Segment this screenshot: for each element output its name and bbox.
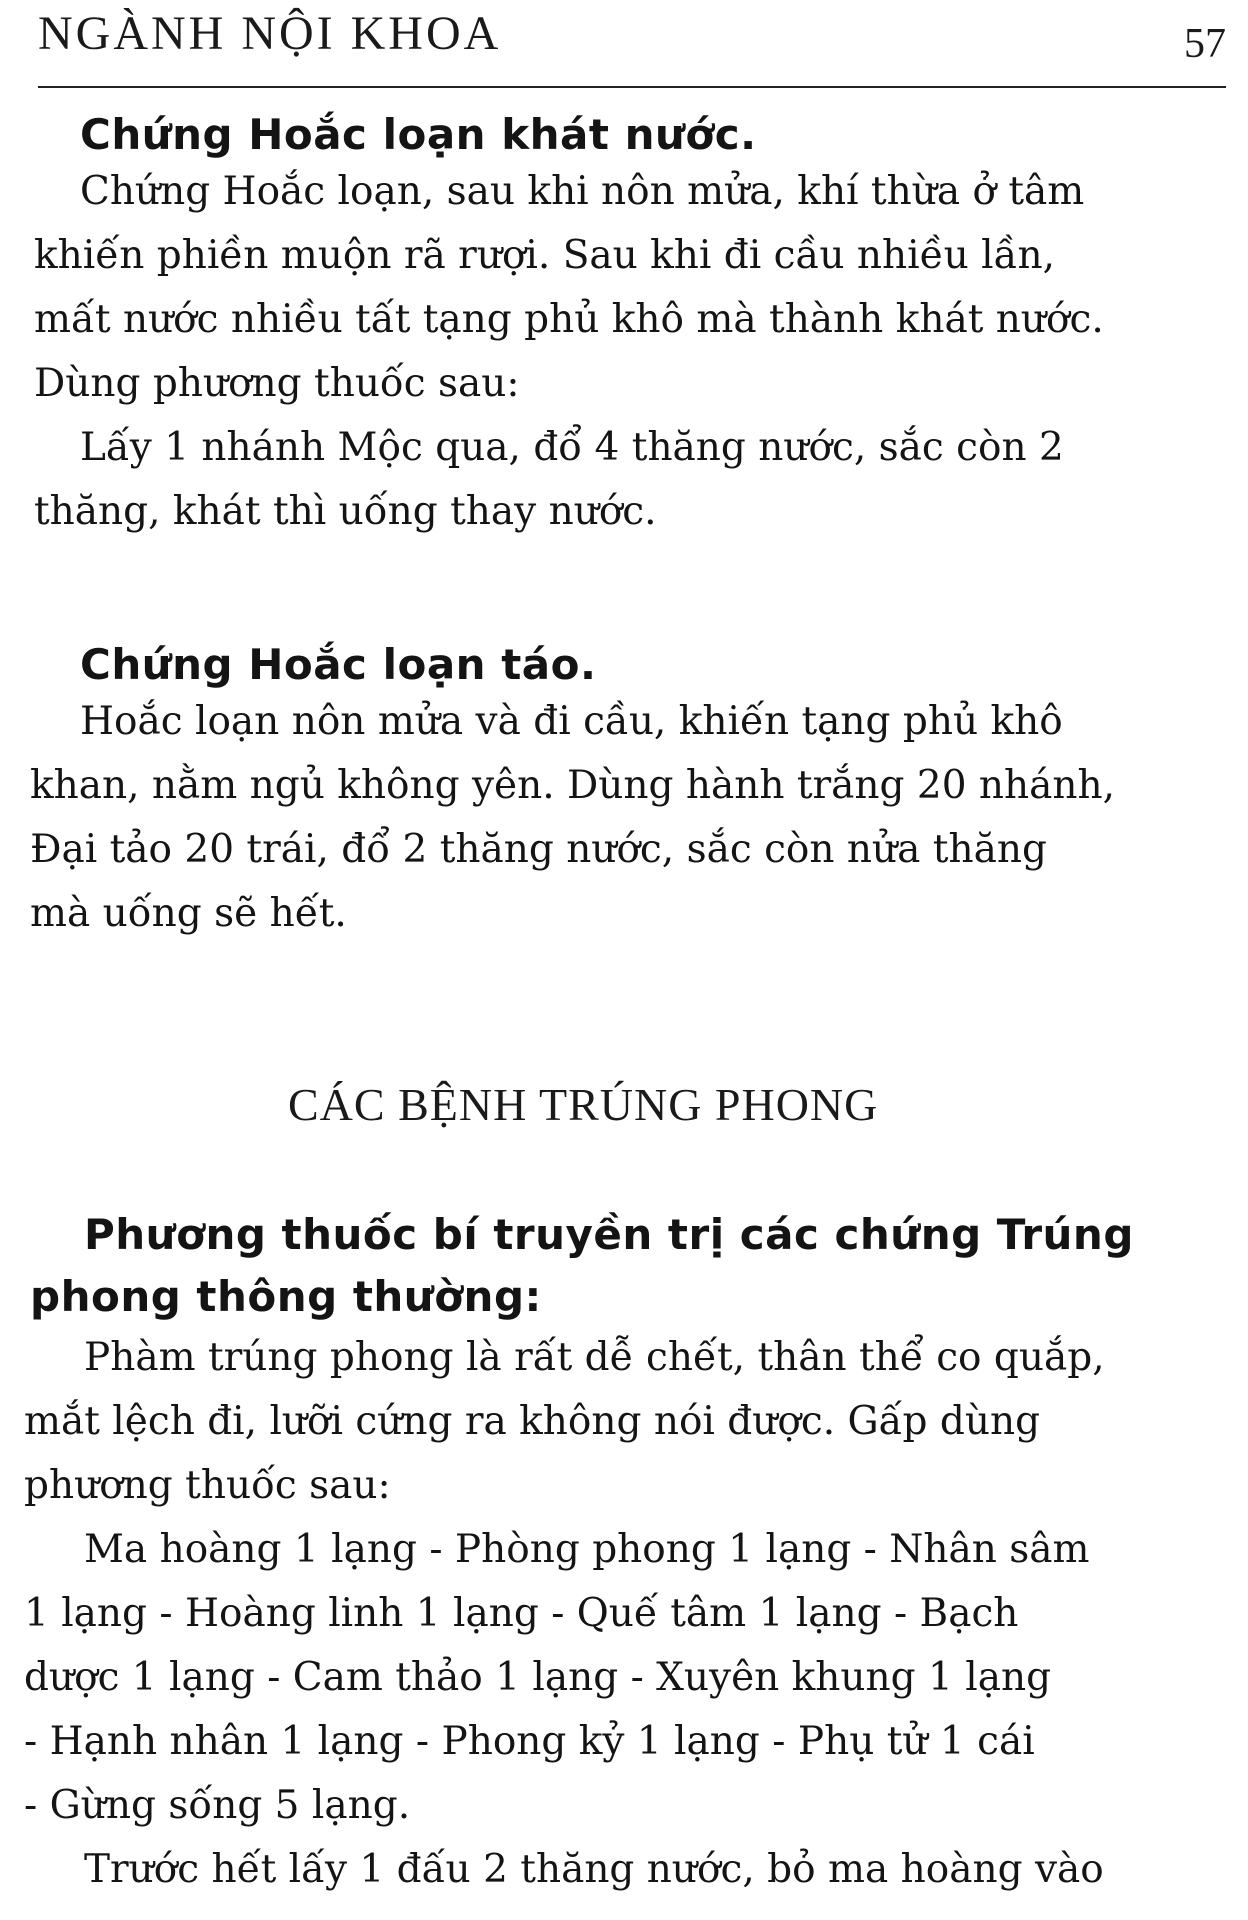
text-line: dược 1 lạng - Cam thảo 1 lạng - Xuyên khung 1 lạng: [24, 1655, 1052, 1700]
text-line: Ma hoàng 1 lạng - Phòng phong 1 lạng - Nhân sâm: [84, 1527, 1090, 1572]
text-line: - Hạnh nhân 1 lạng - Phong kỷ 1 lạng - Phụ tử 1 cái: [24, 1719, 1035, 1764]
text-line: Đại tảo 20 trái, đổ 2 thăng nước, sắc còn nửa thăng: [30, 827, 1047, 872]
header-title: NGÀNH NỘI KHOA: [38, 7, 502, 60]
chapter-heading-line: phong thông thường:: [30, 1272, 542, 1321]
page-number: 57: [1184, 21, 1226, 67]
header-rule: [38, 86, 1226, 88]
text-line: khiến phiền muộn rã rượi. Sau khi đi cầu nhiều lần,: [34, 233, 1055, 278]
text-line: mắt lệch đi, lưỡi cứng ra không nói được. Gấp dùng: [24, 1399, 1041, 1444]
paragraph: [30, 690, 1115, 946]
text-line: mà uống sẽ hết.: [30, 891, 347, 936]
text-line: thăng, khát thì uống thay nước.: [34, 489, 657, 534]
text-line: khan, nằm ngủ không yên. Dùng hành trắng 20 nhánh,: [30, 763, 1116, 808]
text-line: 1 lạng - Hoàng linh 1 lạng - Quế tâm 1 lạng - Bạch: [24, 1591, 1019, 1636]
ingredient-list: [24, 1518, 1090, 1838]
text-line: Trước hết lấy 1 đấu 2 thăng nước, bỏ ma hoàng vào: [84, 1847, 1104, 1892]
text-line: Phàm trúng phong là rất dễ chết, thân thể co quắp,: [84, 1335, 1105, 1380]
text-line: Lấy 1 nhánh Mộc qua, đổ 4 thăng nước, sắc còn 2: [80, 425, 1064, 470]
chapter-title: CÁC BỆNH TRÚNG PHONG: [288, 1079, 879, 1130]
chapter-heading-line: Phương thuốc bí truyền trị các chứng Trúng: [84, 1210, 1134, 1259]
text-line: Dùng phương thuốc sau:: [34, 361, 520, 406]
paragraph: [24, 1838, 1104, 1902]
text-line: - Gừng sống 5 lạng.: [24, 1783, 411, 1828]
text-line: phương thuốc sau:: [24, 1463, 391, 1508]
paragraph: [24, 1326, 1105, 1518]
section-heading-hoac-loan-khat-nuoc: Chứng Hoắc loạn khát nước.: [80, 110, 757, 159]
text-line: Hoắc loạn nôn mửa và đi cầu, khiến tạng phủ khô: [80, 699, 1063, 744]
paragraph: [34, 160, 1104, 416]
text-line: Chứng Hoắc loạn, sau khi nôn mửa, khí thừa ở tâm: [80, 169, 1085, 214]
section-heading-hoac-loan-tao: Chứng Hoắc loạn táo.: [80, 640, 597, 689]
text-line: mất nước nhiều tất tạng phủ khô mà thành khát nước.: [34, 297, 1104, 342]
paragraph: [34, 416, 1064, 544]
